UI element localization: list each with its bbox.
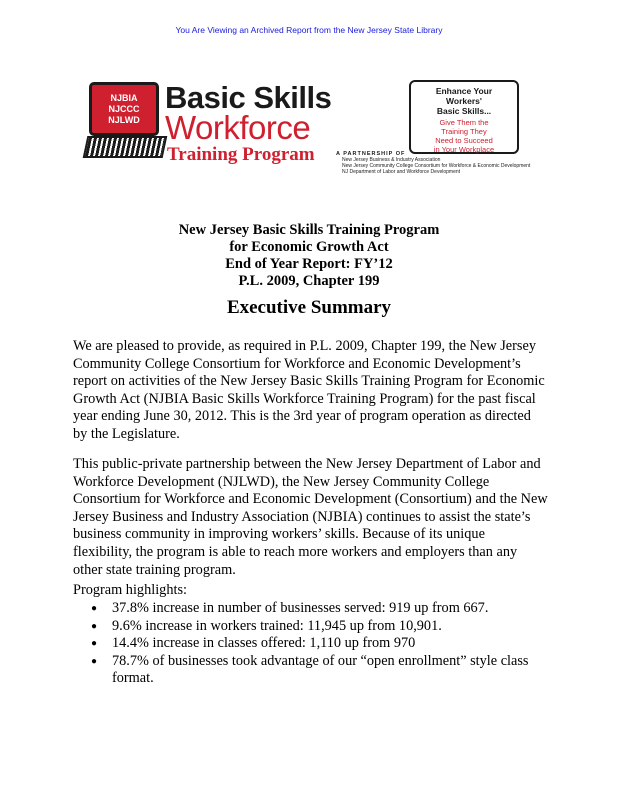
paragraph-line: other state training program. — [73, 561, 236, 578]
paragraph-line: This public-private partnership between the New Jersey Department of Labor and — [73, 456, 541, 472]
list-item — [91, 653, 529, 688]
paragraph-line: business community in improving workers’ skills. Because of its unique — [73, 526, 485, 543]
list-item-text: 14.4% increase in classes offered: 1,110 up from 970 — [112, 635, 416, 652]
paragraph-line: Community College Consortium for Workforce and Economic Development’s — [73, 355, 521, 372]
logo-tagline-box — [409, 80, 519, 154]
list-item-text: 9.6% increase in workers trained: 11,945 up from 10,901. — [112, 617, 442, 634]
paragraph-line: by the Legislature. — [73, 425, 180, 442]
logo-title-line1: Basic Skills — [165, 80, 332, 115]
tagline-head-line: Basic Skills... — [436, 106, 492, 116]
heading-line: for Economic Growth Act — [229, 239, 389, 255]
intro-paragraph — [73, 338, 553, 444]
list-item — [91, 600, 529, 618]
bullet-icon: ● — [91, 655, 98, 667]
heading-line: End of Year Report: FY’12 — [225, 256, 393, 272]
paragraph-line: year ending June 30, 2012. This is the 3rd year of program operation as directed — [73, 408, 531, 425]
paragraph-line: We are pleased to provide, as required in P.L. 2009, Chapter 199, the New Jersey — [73, 338, 536, 354]
partner-line: New Jersey Business & Industry Association — [342, 157, 441, 163]
tagline-body-line: in Your Workplace — [433, 145, 495, 154]
screen-line: NJCCC — [108, 103, 140, 114]
bullet-icon: ● — [91, 603, 98, 614]
paragraph-line: flexibility, the program is able to reach more workers and employers than any — [73, 543, 518, 560]
tagline-head-line: Enhance Your — [435, 86, 493, 96]
tagline-head — [411, 86, 517, 116]
laptop-icon — [85, 80, 163, 158]
tagline-body-line: Give Them the — [439, 118, 489, 127]
report-heading — [0, 222, 618, 290]
partnership-head: A PARTNERSHIP OF — [336, 151, 406, 157]
partnership-text — [330, 151, 560, 175]
screen-line: NJBIA — [110, 92, 138, 103]
logo-title-line2: Workforce — [165, 109, 311, 146]
tagline-body-line: Training They — [441, 127, 487, 136]
paragraph-line: Consortium for Workforce and Economic Development (Consortium) and the New — [73, 491, 548, 508]
highlights-title: Program highlights: — [73, 582, 187, 598]
list-item-text: 78.7% of businesses took advantage of our “open enrollment” style class — [112, 652, 529, 669]
list-item — [91, 618, 529, 636]
partnership-paragraph — [73, 456, 553, 579]
tagline-body — [411, 118, 517, 154]
screen-line: NJLWD — [108, 114, 140, 125]
partner-line: New Jersey Community College Consortium for Workforce & Economic Development — [342, 163, 531, 169]
heading-line: P.L. 2009, Chapter 199 — [238, 273, 380, 289]
logo-title-line3: Training Program — [167, 144, 315, 165]
tagline-body-line: Need to Succeed — [435, 136, 493, 145]
laptop-keyboard — [83, 136, 168, 158]
partner-line: NJ Department of Labor and Workforce Development — [342, 169, 461, 175]
list-item-text: 37.8% increase in number of businesses served: 919 up from 667. — [112, 600, 489, 616]
paragraph-line: Growth Act (NJBIA Basic Skills Workforce Training Program) for the past fiscal — [73, 390, 536, 407]
list-item — [91, 635, 529, 653]
program-logo — [85, 80, 531, 175]
archive-banner: You Are Viewing an Archived Report from the New Jersey State Library — [175, 25, 443, 35]
heading-line: New Jersey Basic Skills Training Program — [178, 222, 440, 238]
executive-summary-title: Executive Summary — [226, 297, 392, 318]
list-item-text: format. — [112, 670, 154, 687]
highlights-list — [91, 600, 529, 688]
paragraph-line: report on activities of the New Jersey Basic Skills Training Program for Economic — [73, 373, 545, 390]
tagline-head-line: Workers' — [446, 96, 482, 106]
laptop-screen — [89, 82, 159, 136]
bullet-icon: ● — [91, 620, 98, 632]
bullet-icon: ● — [91, 638, 98, 650]
paragraph-line: Jersey Business and Industry Association (NJBIA) continues to assist the state’s — [73, 508, 531, 525]
paragraph-line: Workforce Development (NJLWD), the New Jersey Community College — [73, 473, 490, 490]
